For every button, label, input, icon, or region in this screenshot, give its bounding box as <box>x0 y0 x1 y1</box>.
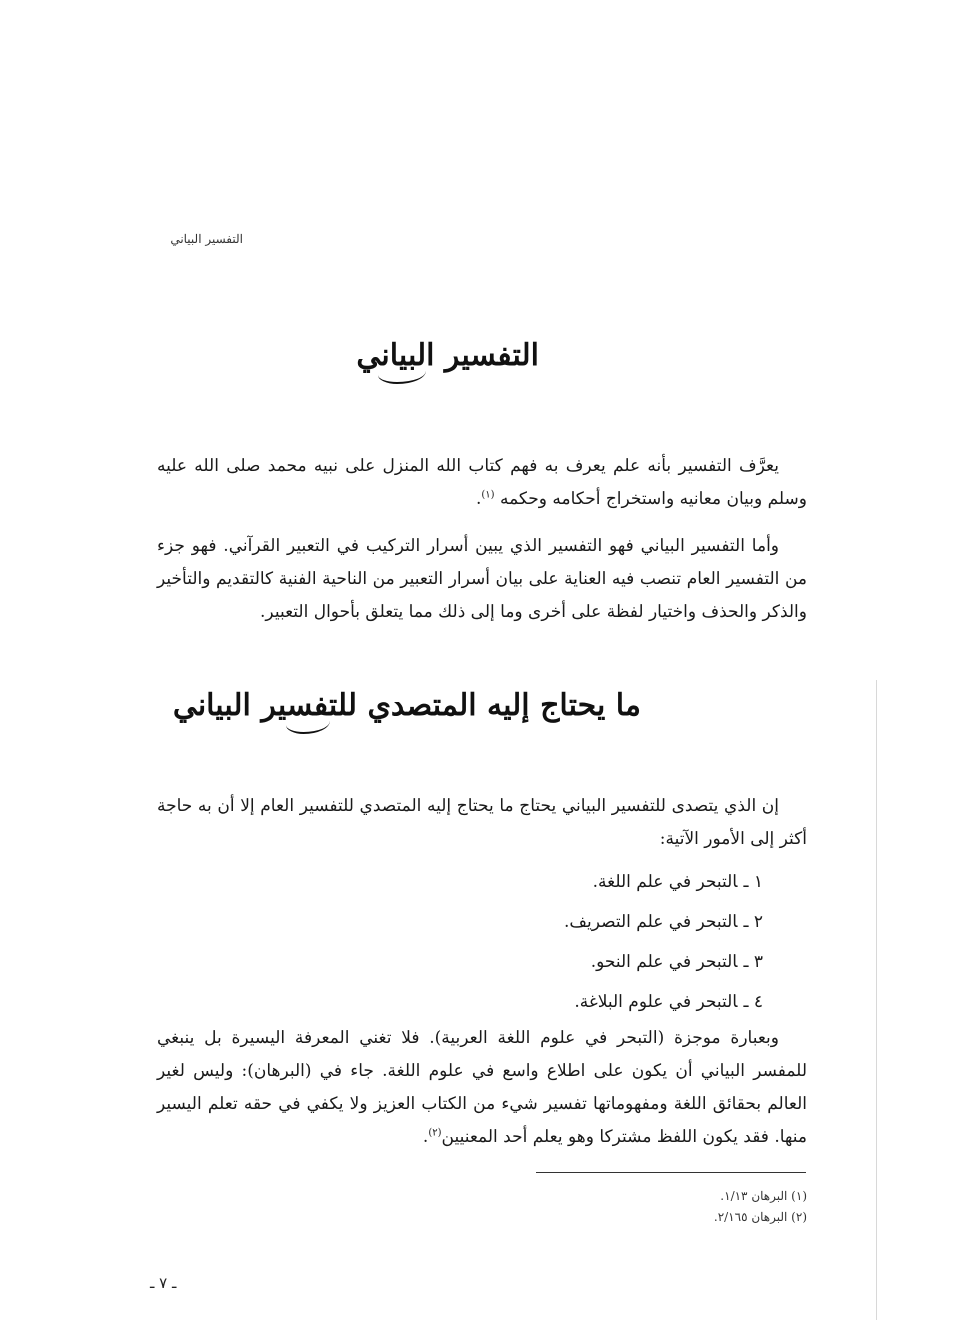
list-item-text: التبحر في علوم البلاغة. <box>574 992 738 1012</box>
scan-edge-line <box>876 680 877 1320</box>
footnote-ref-1: (١) <box>481 489 495 501</box>
intro-para2-text: وأما التفسير البياني فهو التفسير الذي يبين أسرار التركيب في التعبير القرآني. فهو جزء من التفسير العام تنصب فيه العناية على بيان أسرار التعبير من الناحية الفنية كالتقديم والتأخير والذكر والحذف واختيار لفظة على أخرى وما إلى ذلك مما يتعلق بأحوال التعبير. <box>157 536 807 622</box>
list-item <box>564 902 763 942</box>
list-item <box>564 942 763 982</box>
footnotes <box>714 1186 807 1228</box>
footnote-1: (١) البرهان ١/١٣. <box>720 1189 807 1203</box>
list-item <box>564 862 763 902</box>
list-item-text: التبحر في علم التصريف. <box>564 912 738 932</box>
intro-paragraph-1 <box>157 450 807 516</box>
list-item-text: التبحر في علم اللغة. <box>592 872 738 892</box>
section-swash-ornament <box>286 712 330 734</box>
intro-para1-end: . <box>475 489 482 509</box>
chapter-title: التفسير البياني <box>356 338 539 373</box>
footnote-ref-2: (٢) <box>428 1127 442 1139</box>
footnote-divider <box>536 1172 806 1173</box>
section-title: ما يحتاج إليه المتصدي للتفسير البياني <box>172 688 641 723</box>
section-paragraph-2 <box>157 1022 807 1154</box>
list-item <box>564 982 763 1022</box>
title-swash-ornament <box>378 362 426 384</box>
footnote-2: (٢) البرهان ٢/١٦٥. <box>713 1210 807 1224</box>
section-para1-text: إن الذي يتصدى للتفسير البياني يحتاج ما يحتاج إليه المتصدي للتفسير العام إلا أن به حاجة أكثر إلى الأمور الآتية: <box>157 796 807 849</box>
intro-para1-text: يعرَّف التفسير بأنه علم يعرف به فهم كتاب الله المنزل على نبيه محمد صلى الله عليه وسلم وبيان معانيه واستخراج أحكامه وحكمه <box>157 456 807 509</box>
list-item-number: ٣ ـ <box>743 952 763 972</box>
list-item-number: ٤ ـ <box>743 992 763 1012</box>
section-paragraph-1 <box>157 790 807 856</box>
intro-paragraph-2 <box>157 530 807 629</box>
requirements-list <box>564 862 763 1022</box>
section-para2-end: . <box>422 1127 429 1147</box>
list-item-text: التبحر في علم النحو. <box>590 952 738 972</box>
list-item-number: ٢ ـ <box>743 912 763 932</box>
page-number: ـ ٧ ـ <box>150 1274 177 1292</box>
section-para2-text: وبعبارة موجزة (التبحر في علوم اللغة العربية). فلا تغني المعرفة اليسيرة بل ينبغي للمفسر البياني أن يكون على اطلاع واسع في علوم اللغة. جاء في (البرهان): وليس لغير العالم بحقائق اللغة ومفهوماتها تفسير شيء من الكتاب العزيز ولا يكفي في حقه تعلم اليسير منها. فقد يكون اللفظ مشتركا وهو يعلم أحد المعنيين <box>157 1028 807 1147</box>
running-header: التفسير البياني <box>170 232 243 246</box>
list-item-number: ١ ـ <box>743 872 763 892</box>
